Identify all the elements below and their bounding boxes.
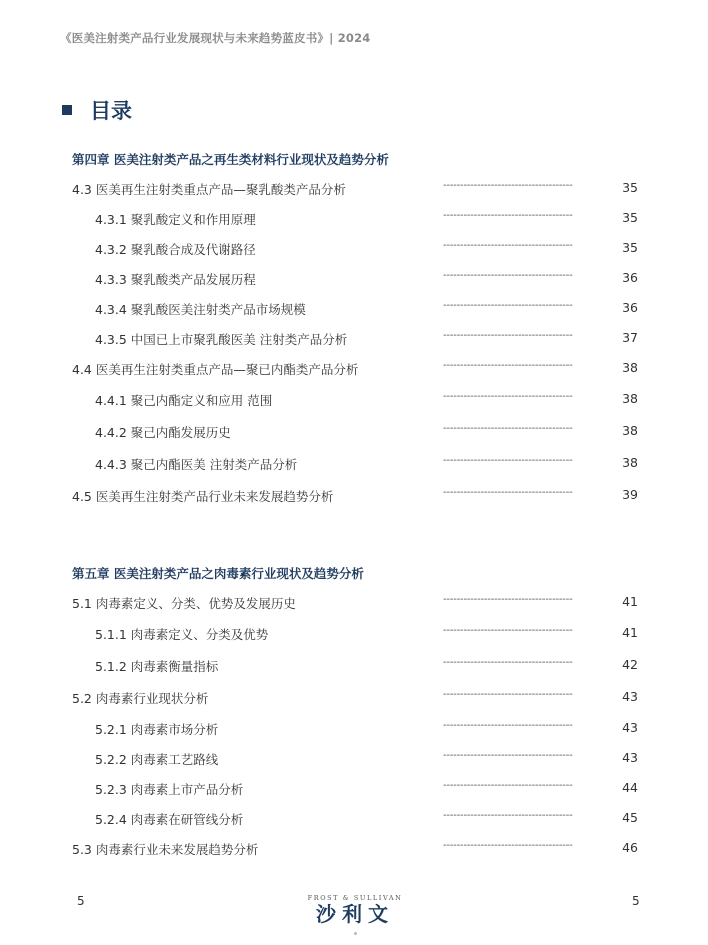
toc-page-number: 35	[622, 240, 638, 255]
toc-entry[interactable]	[0, 780, 708, 800]
toc-page-number: 44	[622, 780, 638, 795]
toc-entry[interactable]	[0, 270, 708, 290]
chapter-title: 第四章 医美注射类产品之再生类材料行业现状及趋势分析	[72, 152, 389, 167]
toc-leader: --------------------------------------	[443, 391, 573, 402]
toc-entry[interactable]	[0, 750, 708, 770]
toc-entry-label: 4.3.4 聚乳酸医美注射类产品市场规模	[95, 302, 306, 317]
toc-entry[interactable]	[0, 180, 708, 200]
toc-heading	[62, 95, 132, 125]
toc-leader: --------------------------------------	[443, 270, 573, 281]
toc-entry-label: 4.4.2 聚己内酯发展历史	[95, 425, 231, 440]
toc-entry[interactable]	[0, 594, 708, 614]
toc-page-number: 39	[622, 487, 638, 502]
toc-entry[interactable]	[0, 657, 708, 677]
square-bullet-icon	[62, 105, 72, 115]
toc-entry-label: 4.3.1 聚乳酸定义和作用原理	[95, 212, 256, 227]
toc-entry-label: 5.1 肉毒素定义、分类、优势及发展历史	[72, 596, 296, 611]
toc-page-number: 45	[622, 810, 638, 825]
toc-entry-label: 5.1.1 肉毒素定义、分类及优势	[95, 627, 269, 642]
toc-leader: --------------------------------------	[443, 689, 573, 700]
toc-entry[interactable]	[0, 810, 708, 830]
toc-page-number: 43	[622, 750, 638, 765]
toc-entry[interactable]	[0, 720, 708, 740]
toc-entry-label: 5.2.4 肉毒素在研管线分析	[95, 812, 244, 827]
toc-title: 目录	[90, 99, 132, 123]
toc-page-number: 35	[622, 210, 638, 225]
toc-page-number: 35	[622, 180, 638, 195]
document-header-title: 《医美注射类产品行业发展现状与未来趋势蓝皮书》| 2024	[60, 31, 371, 45]
toc-entry-label: 5.3 肉毒素行业未来发展趋势分析	[72, 842, 259, 857]
toc-page-number: 36	[622, 270, 638, 285]
toc-page-number: 38	[622, 455, 638, 470]
logo-chinese-text: 沙利文	[316, 902, 394, 926]
toc-page-number: 38	[622, 391, 638, 406]
toc-entry-label: 4.4.1 聚己内酯定义和应用 范围	[95, 393, 273, 408]
toc-entry[interactable]	[0, 210, 708, 230]
toc-page-number: 43	[622, 689, 638, 704]
toc-leader: --------------------------------------	[443, 750, 573, 761]
toc-entry-label: 5.2.2 肉毒素工艺路线	[95, 752, 219, 767]
toc-entry[interactable]	[0, 625, 708, 645]
logo-english-text: FROST & SULLIVAN	[307, 894, 403, 902]
toc-page-number: 37	[622, 330, 638, 345]
toc-page-number: 41	[622, 594, 638, 609]
toc-page-number: 42	[622, 657, 638, 672]
toc-entry-label: 5.2.1 肉毒素市场分析	[95, 722, 219, 737]
toc-entry[interactable]	[0, 240, 708, 260]
toc-entry[interactable]	[0, 330, 708, 350]
toc-entry[interactable]	[0, 391, 708, 411]
frost-sullivan-logo	[300, 894, 410, 935]
logo-dot-icon	[354, 932, 357, 935]
toc-page-number: 41	[622, 625, 638, 640]
toc-entry[interactable]	[0, 840, 708, 860]
chapter-title: 第五章 医美注射类产品之肉毒素行业现状及趋势分析	[72, 566, 364, 581]
toc-entry-label: 5.1.2 肉毒素衡量指标	[95, 659, 219, 674]
toc-leader: --------------------------------------	[443, 780, 573, 791]
toc-entry[interactable]	[0, 300, 708, 320]
toc-entry-label: 4.4 医美再生注射类重点产品—聚已内酯类产品分析	[72, 362, 359, 377]
toc-page-number: 38	[622, 423, 638, 438]
toc-leader: --------------------------------------	[443, 240, 573, 251]
toc-entry-label: 5.2 肉毒素行业现状分析	[72, 691, 209, 706]
toc-page-number: 36	[622, 300, 638, 315]
toc-leader: --------------------------------------	[443, 423, 573, 434]
toc-leader: --------------------------------------	[443, 720, 573, 731]
toc-entry-label: 5.2.3 肉毒素上市产品分析	[95, 782, 244, 797]
footer-page-number-left: 5	[77, 894, 85, 908]
toc-entry[interactable]	[0, 360, 708, 380]
toc-entry-label: 4.3.5 中国已上市聚乳酸医美 注射类产品分析	[95, 332, 348, 347]
toc-entry-label: 4.5 医美再生注射类产品行业未来发展趋势分析	[72, 489, 334, 504]
toc-entry-label: 4.4.3 聚己内酯医美 注射类产品分析	[95, 457, 298, 472]
toc-entry[interactable]	[0, 487, 708, 507]
toc-leader: --------------------------------------	[443, 210, 573, 221]
toc-entry-label: 4.3.3 聚乳酸类产品发展历程	[95, 272, 256, 287]
toc-entry[interactable]	[0, 689, 708, 709]
toc-leader: --------------------------------------	[443, 594, 573, 605]
toc-page-number: 38	[622, 360, 638, 375]
toc-entry-label: 4.3 医美再生注射类重点产品—聚乳酸类产品分析	[72, 182, 346, 197]
toc-leader: --------------------------------------	[443, 330, 573, 341]
toc-leader: --------------------------------------	[443, 657, 573, 668]
toc-entry[interactable]	[0, 455, 708, 475]
toc-leader: --------------------------------------	[443, 300, 573, 311]
toc-leader: --------------------------------------	[443, 625, 573, 636]
toc-leader: --------------------------------------	[443, 810, 573, 821]
toc-entry[interactable]	[0, 423, 708, 443]
toc-leader: --------------------------------------	[443, 180, 573, 191]
toc-entry-label: 4.3.2 聚乳酸合成及代谢路径	[95, 242, 256, 257]
footer-page-number-right: 5	[632, 894, 640, 908]
toc-leader: --------------------------------------	[443, 455, 573, 466]
toc-leader: --------------------------------------	[443, 840, 573, 851]
toc-page-number: 43	[622, 720, 638, 735]
toc-page-number: 46	[622, 840, 638, 855]
toc-leader: --------------------------------------	[443, 360, 573, 371]
toc-leader: --------------------------------------	[443, 487, 573, 498]
